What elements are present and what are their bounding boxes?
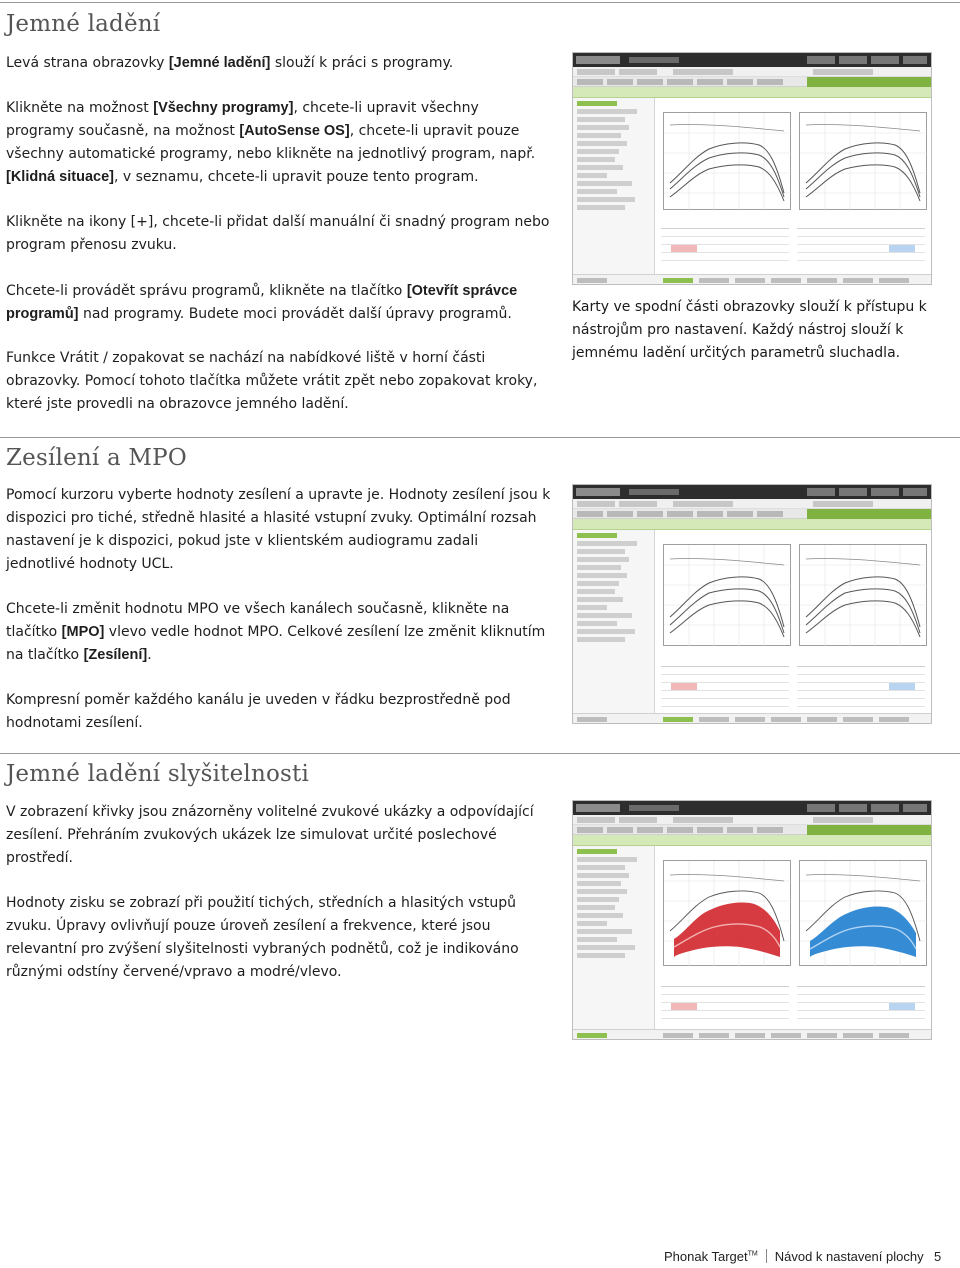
top-rule (0, 2, 960, 3)
bold-ui-term: [Všechny programy] (153, 100, 294, 116)
paragraph (6, 97, 551, 189)
section-title-audibility: Jemné ladění slyšitelnosti (6, 761, 310, 787)
text-run: Levá strana obrazovky (6, 55, 169, 71)
text-run: . (147, 647, 152, 663)
bold-ui-term: [AutoSense OS] (239, 123, 350, 139)
app-toolbar (573, 67, 931, 77)
paragraph (6, 598, 551, 667)
bold-ui-term: [Klidná situace] (6, 169, 114, 185)
section-title-fine-tuning: Jemné ladění (6, 11, 161, 37)
bold-ui-term: [Zesílení] (83, 647, 148, 663)
bold-ui-term: [Otevřít správce programů] (6, 283, 518, 322)
footer-brand: Phonak Target™ (664, 1249, 758, 1264)
text-run: Hodnoty zisku se zobrazí při použití tichých, středních a hlasitých vstupů zvuku. Úpravy ovlivňují pouze úroveň zesílení a frekvence, které jsou relevantní pro zvýšení slyšitelnosti vybraných podnětů, což je indikováno různými odstíny červené/vpravo a modré/vlevo. (6, 895, 519, 980)
bold-ui-term: [Jemné ladění] (168, 55, 271, 71)
section-title-gain-mpo: Zesílení a MPO (6, 445, 187, 471)
text-run: Chcete-li provádět správu programů, klikněte na tlačítko (6, 283, 407, 299)
text-run: V zobrazení křivky jsou znázorněny volitelné zvukové ukázky a odpovídající zesílení. Přehráním zvukových ukázek lze simulovat určité poslechové prostředí. (6, 804, 534, 866)
app-tabs (573, 77, 931, 87)
section-rule (0, 753, 960, 754)
paragraph (6, 280, 551, 326)
text-run: , chcete-li upravit všechny programy současně, na možnost (6, 100, 479, 139)
paragraph (6, 211, 551, 257)
paragraph (6, 347, 551, 416)
text-run: Kompresní poměr každého kanálu je uveden v řádku bezprostředně pod hodnotami zesílení. (6, 692, 511, 731)
text-run: slouží k práci s programy. (270, 55, 454, 71)
bold-ui-term: [MPO] (61, 624, 105, 640)
paragraph (6, 689, 551, 735)
program-sidebar (573, 98, 655, 274)
text-run: , chcete-li upravit pouze všechny automatické programy, nebo klikněte na jednotlivý program, např. (6, 123, 536, 162)
text-run: Klikněte na možnost (6, 100, 154, 116)
paragraph (6, 801, 551, 870)
app-titlebar (573, 53, 931, 67)
screenshot-caption: Karty ve spodní části obrazovky slouží k přístupu k nástrojům pro nastavení. Každý nástroj slouží k jemnému ladění určitých parametrů sluchadla. (572, 299, 927, 361)
text-run: Pomocí kurzoru vyberte hodnoty zesílení a upravte je. Hodnoty zesílení jsou k dispozici pro tiché, středně hlasité a hlasité vstupní zvuky. Optimální rozsah nastavení je k dispozici, pokud jste v klientském audiogramu zadali jednotlivé hodnoty UCL. (6, 487, 551, 572)
text-run: Chcete-li změnit hodnotu MPO ve všech kanálech současně, klikněte na tlačítko (6, 601, 510, 640)
audibility-screenshot (572, 800, 932, 1040)
text-run: Klikněte na ikony [+], chcete-li přidat další manuální či snadný program nebo program přenosu zvuku. (6, 214, 550, 253)
paragraph (6, 52, 551, 75)
page-footer (664, 1249, 942, 1264)
footer-doc-title: Návod k nastavení plochy (774, 1249, 924, 1264)
text-run: vlevo vedle hodnot MPO. Celkové zesílení lze změnit kliknutím na tlačítko (6, 624, 546, 663)
gain-mpo-screenshot (572, 484, 932, 724)
page-number: 5 (934, 1249, 942, 1264)
text-run: Funkce Vrátit / zopakovat se nachází na nabídkové liště v horní části obrazovky. Pomocí tohoto tlačítka můžete vrátit zpět nebo zopakovat kroky, které jste provedli na obrazovce jemného ladění. (6, 350, 538, 412)
paragraph (6, 892, 551, 984)
text-run: , v seznamu, chcete-li upravit pouze tento program. (113, 169, 479, 185)
section-rule (0, 437, 960, 438)
text-run: nad programy. Budete moci provádět další úpravy programů. (78, 306, 512, 322)
fine-tuning-screenshot (572, 52, 932, 285)
paragraph (6, 484, 551, 576)
